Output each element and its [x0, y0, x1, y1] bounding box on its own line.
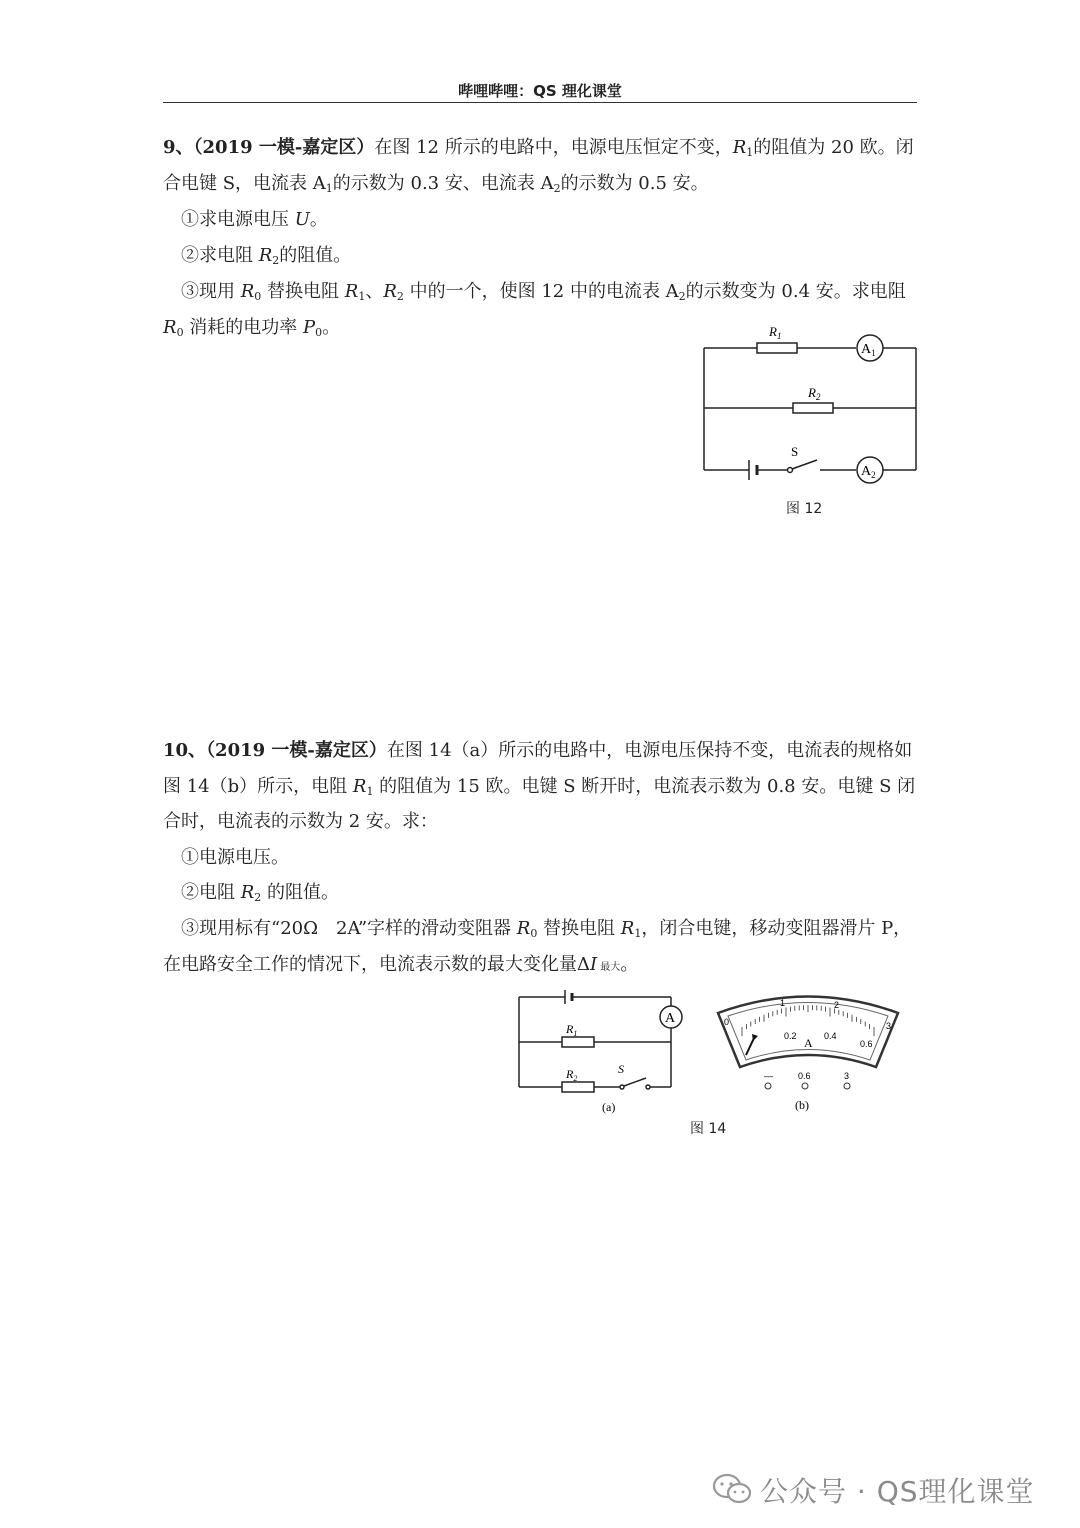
q10-text: ②电阻 [181, 882, 241, 903]
terminal-0-6-label: 0.6 [798, 1071, 811, 1081]
q10-part-1 [181, 846, 289, 870]
q10-text: 在电路安全工作的情况下，电流表示数的最大变化量Δ [163, 954, 590, 975]
wechat-icon [712, 1472, 752, 1506]
var-r: R [163, 317, 177, 338]
q9-source: （2019 一模-嘉定区） [193, 137, 375, 158]
q10-text: 的阻值。 [261, 882, 340, 903]
q9-text: 的示数变为 0.4 安。求电阻 [685, 281, 906, 302]
switch-blade [792, 460, 817, 469]
var-r: R [240, 882, 255, 903]
label-s: S [618, 1062, 624, 1076]
q10-part-3 [181, 917, 911, 941]
resistor-r2 [562, 1082, 594, 1092]
top-tick-2: 2 [834, 1000, 840, 1010]
terminal-negative-label: — [764, 1071, 773, 1081]
meter-unit: A [804, 1036, 813, 1050]
terminal-3-label: 3 [844, 1071, 850, 1081]
q9-number: 9、 [163, 137, 194, 158]
var-u: U [294, 209, 310, 230]
figure-12-circuit [695, 320, 925, 490]
q9-text: 的示数为 0.3 安、电流表 A [332, 173, 554, 194]
q10-text: 图 14（b）所示，电阻 [163, 776, 353, 797]
label-a2: $A_2$ [861, 464, 876, 480]
terminal-0-6 [802, 1083, 808, 1089]
q9-line-1 [163, 136, 914, 160]
subscript: 1 [746, 146, 754, 159]
bottom-tick-0-4: 0.4 [824, 1031, 837, 1041]
q9-part-1 [181, 208, 328, 232]
q9-text: ①求电源电压 [181, 209, 295, 230]
var-r: R [258, 245, 273, 266]
q9-text: 。 [309, 209, 328, 230]
figure-14b-label: (b) [795, 1098, 809, 1112]
subscript: 0 [176, 326, 184, 339]
subscript: 0 [315, 326, 323, 339]
top-tick-3: 3 [886, 1021, 892, 1031]
resistor-r1 [562, 1037, 594, 1047]
bottom-tick-0-2: 0.2 [784, 1031, 797, 1041]
label-r2: $R_2$ [566, 1067, 578, 1083]
figure-14a-circuit [510, 985, 710, 1120]
q9-part-3-cont [163, 316, 340, 340]
switch-blade [624, 1078, 646, 1086]
top-tick-1: 1 [780, 998, 786, 1008]
var-r: R [516, 918, 531, 939]
q10-text: 。 [620, 954, 639, 975]
var-r: R [620, 918, 635, 939]
subscript: 2 [272, 254, 280, 267]
q10-line-3 [163, 810, 438, 834]
label-s: S [791, 444, 799, 459]
subscript: 2 [553, 182, 561, 195]
figure-12-caption: 图 12 [786, 501, 823, 517]
q10-part-3-cont [163, 953, 638, 980]
meter-scale [742, 1005, 874, 1036]
q9-text: ②求电阻 [181, 245, 259, 266]
q10-number: 10、 [163, 740, 207, 761]
label-r1: $R_1$ [769, 324, 782, 341]
label-a1: $A_1$ [861, 342, 876, 358]
var-p: P [303, 317, 316, 338]
q9-text: 、 [365, 281, 384, 302]
q10-text: 替换电阻 [537, 918, 621, 939]
q10-text: ，闭合电键，移动变阻器滑片 P， [641, 918, 912, 939]
q9-text: 中的一个，使图 12 中的电流表 A [403, 281, 679, 302]
var-r: R [732, 137, 747, 158]
q9-text: 。 [322, 317, 341, 338]
top-tick-0: 0 [724, 1017, 730, 1027]
subscript: 1 [366, 785, 374, 798]
q9-part-3 [181, 280, 906, 304]
q10-text: 合时，电流表的示数为 2 安。求： [163, 811, 438, 832]
figure-14a-label: (a) [602, 1100, 616, 1114]
subscript: 1 [325, 182, 333, 195]
page-header: 哔哩哔哩：QS 理化课堂 [458, 82, 622, 100]
label-a: A [665, 1011, 676, 1026]
q10-text: ①电源电压。 [181, 847, 289, 868]
q10-source: （2019 一模-嘉定区） [206, 740, 387, 761]
var-r: R [352, 776, 367, 797]
q10-part-2 [181, 881, 339, 905]
var-r: R [344, 281, 359, 302]
header-divider [163, 102, 917, 103]
subscript: 2 [678, 290, 686, 303]
q9-text: 在图 12 所示的电路中，电源电压恒定不变， [374, 137, 733, 158]
subscript: 2 [254, 891, 262, 904]
q10-line-1 [163, 739, 912, 763]
subscript: 最大 [597, 962, 621, 973]
q9-text: 的阻值。 [279, 245, 352, 266]
q10-text: 在图 14（a）所示的电路中，电源电压保持不变，电流表的规格如 [386, 740, 913, 761]
label-r2: $R_2$ [808, 385, 821, 402]
watermark-text: 公众号 · QS理化课堂 [760, 1475, 1035, 1508]
q9-part-2 [181, 244, 351, 268]
resistor-r1 [757, 343, 797, 353]
q9-text: 替换电阻 [261, 281, 345, 302]
label-r1: $R_1$ [566, 1022, 578, 1038]
q10-line-2 [163, 775, 915, 799]
subscript: 1 [634, 927, 642, 940]
figure-14b-ammeter [708, 985, 913, 1115]
var-r: R [383, 281, 397, 302]
subscript: 0 [530, 927, 538, 940]
q9-text: 的阻值为 20 欧。闭 [753, 137, 914, 158]
resistor-r2 [793, 403, 833, 413]
var-i: I [590, 954, 598, 975]
q10-text: ③现用标有“20Ω 2A”字样的滑动变阻器 [181, 918, 517, 939]
q9-text: 合电键 S，电流表 A [163, 173, 326, 194]
var-r: R [240, 281, 255, 302]
q9-text: 的示数为 0.5 安。 [560, 173, 709, 194]
terminal-negative [765, 1083, 771, 1089]
figure-14-caption: 图 14 [690, 1121, 727, 1137]
q9-text: 消耗的电功率 [183, 317, 304, 338]
terminal-3 [844, 1083, 850, 1089]
q9-line-2 [163, 172, 709, 196]
subscript: 2 [396, 290, 404, 303]
bottom-tick-0-6: 0.6 [860, 1039, 873, 1049]
q9-text: ③现用 [181, 281, 241, 302]
subscript: 1 [358, 290, 366, 303]
subscript: 0 [254, 290, 262, 303]
q10-text: 的阻值为 15 欧。电键 S 断开时，电流表示数为 0.8 安。电键 S 闭 [373, 776, 916, 797]
